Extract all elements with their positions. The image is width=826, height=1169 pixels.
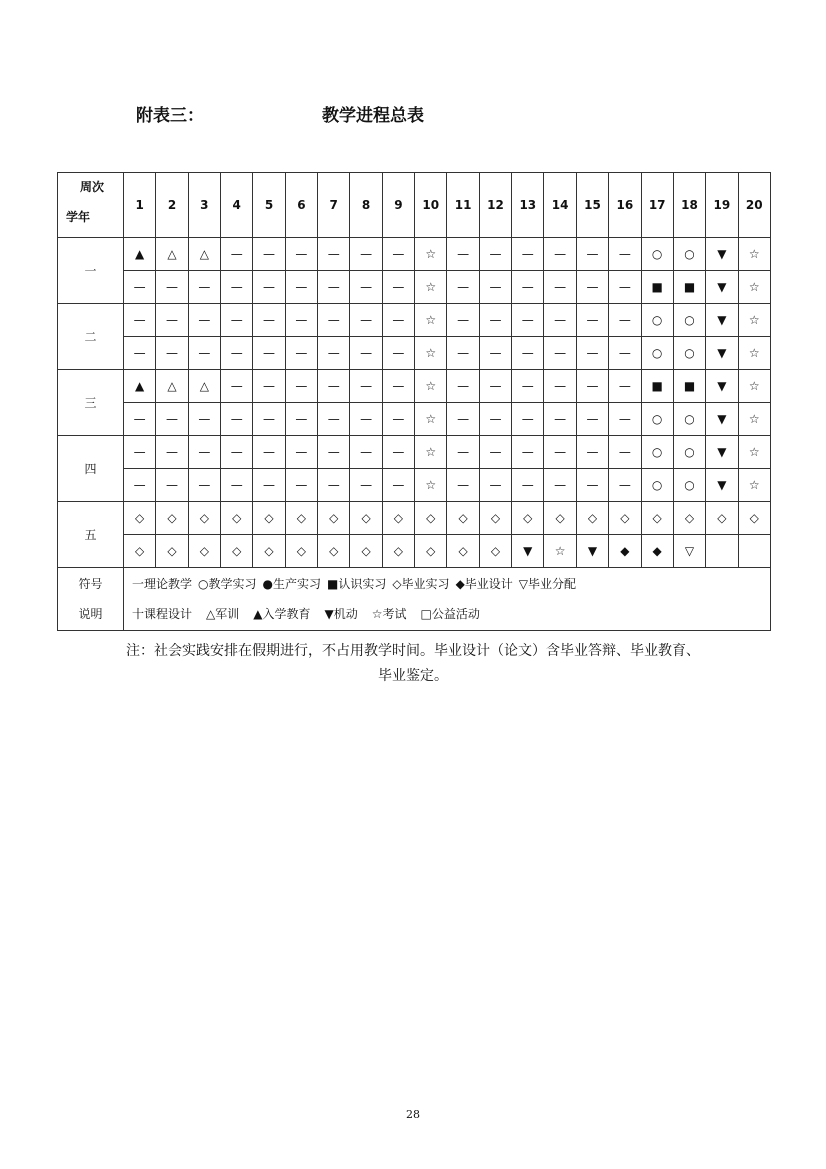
schedule-cell: ◇	[673, 502, 705, 535]
schedule-cell: —	[382, 304, 414, 337]
schedule-cell: —	[512, 469, 544, 502]
schedule-cell: —	[156, 469, 188, 502]
schedule-cell: —	[350, 370, 382, 403]
schedule-cell: ▼	[706, 436, 738, 469]
schedule-cell: ☆	[415, 337, 447, 370]
schedule-cell: —	[253, 304, 285, 337]
schedule-cell: —	[188, 436, 220, 469]
footnote-line-1: 注：社会实践安排在假期进行，不占用教学时间。毕业设计（论文）含毕业答辩、毕业教育、	[126, 643, 700, 659]
schedule-cell: —	[350, 469, 382, 502]
schedule-cell: ◇	[188, 535, 220, 568]
schedule-cell: ○	[641, 436, 673, 469]
schedule-cell: —	[350, 436, 382, 469]
schedule-cell: △	[156, 238, 188, 271]
schedule-cell: —	[253, 238, 285, 271]
year-label-cell: 二	[58, 304, 124, 370]
schedule-cell: △	[156, 370, 188, 403]
schedule-cell: —	[253, 370, 285, 403]
schedule-cell: △	[188, 238, 220, 271]
schedule-cell	[738, 535, 770, 568]
legend-item: ▼机动	[324, 607, 358, 621]
schedule-cell: —	[221, 469, 253, 502]
schedule-cell: ◇	[447, 502, 479, 535]
schedule-cell: ◇	[124, 502, 156, 535]
schedule-cell: —	[188, 403, 220, 436]
schedule-cell: ◇	[738, 502, 770, 535]
schedule-cell: ○	[641, 403, 673, 436]
year-header-label: 学年	[66, 210, 91, 224]
schedule-cell: —	[609, 436, 641, 469]
week-header-cell: 12	[479, 173, 511, 238]
schedule-cell: —	[512, 271, 544, 304]
schedule-cell: ▼	[706, 271, 738, 304]
week-header-cell: 16	[609, 173, 641, 238]
schedule-cell: ☆	[544, 535, 576, 568]
schedule-cell: ☆	[415, 469, 447, 502]
schedule-cell: ◇	[350, 502, 382, 535]
schedule-cell: —	[576, 271, 608, 304]
schedule-row	[58, 535, 771, 568]
schedule-cell: —	[479, 403, 511, 436]
week-header-cell: 20	[738, 173, 770, 238]
schedule-cell: ■	[641, 271, 673, 304]
schedule-cell: ▼	[512, 535, 544, 568]
schedule-cell	[706, 535, 738, 568]
week-header-cell: 8	[350, 173, 382, 238]
schedule-cell: —	[576, 403, 608, 436]
schedule-cell: ◇	[609, 502, 641, 535]
schedule-cell: —	[479, 370, 511, 403]
schedule-cell: —	[609, 304, 641, 337]
schedule-cell: ◇	[641, 502, 673, 535]
schedule-cell: —	[156, 337, 188, 370]
schedule-cell: ○	[673, 337, 705, 370]
schedule-cell: —	[350, 403, 382, 436]
schedule-cell: —	[221, 337, 253, 370]
schedule-cell: ▲	[124, 370, 156, 403]
schedule-cell: —	[188, 271, 220, 304]
schedule-cell: —	[512, 304, 544, 337]
schedule-cell: —	[156, 271, 188, 304]
schedule-cell: —	[447, 304, 479, 337]
teaching-schedule-table	[57, 172, 771, 631]
schedule-cell: ☆	[415, 436, 447, 469]
schedule-cell: —	[544, 238, 576, 271]
schedule-cell: ☆	[415, 271, 447, 304]
schedule-cell: ◇	[350, 535, 382, 568]
week-header-cell: 18	[673, 173, 705, 238]
week-header-cell: 4	[221, 173, 253, 238]
schedule-cell: ▼	[706, 238, 738, 271]
schedule-cell: ◇	[124, 535, 156, 568]
schedule-cell: —	[285, 403, 317, 436]
schedule-cell: —	[318, 469, 350, 502]
appendix-label: 附表三：	[136, 106, 204, 126]
schedule-cell: —	[124, 403, 156, 436]
schedule-cell: ◇	[221, 502, 253, 535]
schedule-cell: —	[609, 469, 641, 502]
legend-line-2	[132, 599, 770, 629]
legend-item: △军训	[206, 607, 240, 621]
schedule-cell: ◇	[512, 502, 544, 535]
week-header-label: 周次	[80, 180, 105, 194]
schedule-cell: —	[156, 436, 188, 469]
corner-header-cell	[58, 173, 124, 238]
schedule-cell: ■	[641, 370, 673, 403]
legend-line-1	[132, 569, 770, 599]
schedule-cell: ☆	[738, 469, 770, 502]
schedule-cell: ◇	[221, 535, 253, 568]
legend-item: ☆考试	[371, 607, 407, 621]
week-header-cell: 9	[382, 173, 414, 238]
schedule-cell: —	[576, 469, 608, 502]
schedule-cell: ○	[641, 469, 673, 502]
schedule-row	[58, 271, 771, 304]
schedule-cell: —	[544, 337, 576, 370]
schedule-cell: —	[253, 436, 285, 469]
schedule-cell: ◇	[415, 535, 447, 568]
schedule-row	[58, 469, 771, 502]
schedule-cell: ◆	[609, 535, 641, 568]
schedule-cell: ☆	[738, 370, 770, 403]
schedule-cell: —	[188, 337, 220, 370]
schedule-cell: ○	[641, 304, 673, 337]
schedule-cell: —	[318, 403, 350, 436]
schedule-cell: ◇	[479, 535, 511, 568]
schedule-cell: ◇	[156, 535, 188, 568]
schedule-cell: —	[576, 304, 608, 337]
week-header-cell: 1	[124, 173, 156, 238]
schedule-cell: ■	[673, 271, 705, 304]
schedule-cell: —	[447, 238, 479, 271]
week-header-cell: 11	[447, 173, 479, 238]
schedule-cell: —	[609, 271, 641, 304]
schedule-cell: ▼	[706, 337, 738, 370]
schedule-cell: ○	[673, 436, 705, 469]
week-header-cell: 13	[512, 173, 544, 238]
schedule-cell: —	[447, 403, 479, 436]
schedule-cell: —	[382, 469, 414, 502]
schedule-cell: ☆	[415, 370, 447, 403]
week-header-cell: 15	[576, 173, 608, 238]
schedule-cell: —	[512, 370, 544, 403]
footnote-line-2: 毕业鉴定。	[378, 668, 448, 684]
schedule-cell: ◇	[576, 502, 608, 535]
legend-label-symbol: 符号	[78, 577, 103, 591]
week-header-cell: 17	[641, 173, 673, 238]
schedule-row	[58, 337, 771, 370]
legend-item: □公益活动	[420, 607, 480, 621]
schedule-cell: —	[576, 337, 608, 370]
schedule-cell: ○	[641, 337, 673, 370]
schedule-cell: ◇	[318, 535, 350, 568]
schedule-cell: —	[188, 469, 220, 502]
schedule-cell: ☆	[415, 403, 447, 436]
schedule-cell: —	[544, 436, 576, 469]
schedule-cell: ◇	[253, 502, 285, 535]
week-header-cell: 5	[253, 173, 285, 238]
schedule-cell: —	[350, 337, 382, 370]
schedule-cell: ☆	[738, 403, 770, 436]
schedule-cell: —	[479, 238, 511, 271]
schedule-row	[58, 304, 771, 337]
schedule-cell: ○	[673, 403, 705, 436]
header-row	[58, 173, 771, 238]
schedule-cell: ▼	[706, 370, 738, 403]
schedule-cell: —	[124, 436, 156, 469]
schedule-cell: —	[479, 436, 511, 469]
schedule-cell: —	[253, 337, 285, 370]
schedule-cell: —	[382, 370, 414, 403]
schedule-cell: —	[188, 304, 220, 337]
schedule-cell: —	[221, 370, 253, 403]
schedule-cell: —	[124, 271, 156, 304]
schedule-cell: ◇	[285, 502, 317, 535]
legend-item: ■认识实习	[326, 577, 387, 591]
schedule-cell: —	[382, 337, 414, 370]
schedule-cell: ☆	[738, 238, 770, 271]
schedule-cell: —	[479, 469, 511, 502]
schedule-cell: ◇	[318, 502, 350, 535]
schedule-cell: —	[285, 436, 317, 469]
schedule-cell: —	[318, 436, 350, 469]
legend-item: ◇毕业实习	[392, 577, 450, 591]
schedule-cell: ▼	[706, 403, 738, 436]
schedule-cell: —	[318, 304, 350, 337]
week-header-cell: 7	[318, 173, 350, 238]
year-label-cell: 一	[58, 238, 124, 304]
schedule-row	[58, 370, 771, 403]
schedule-cell: ▲	[124, 238, 156, 271]
schedule-cell: —	[544, 469, 576, 502]
schedule-cell: —	[350, 271, 382, 304]
week-header-cell: 14	[544, 173, 576, 238]
schedule-cell: —	[447, 469, 479, 502]
schedule-cell: ☆	[738, 436, 770, 469]
schedule-cell: —	[576, 370, 608, 403]
schedule-cell: —	[544, 403, 576, 436]
schedule-cell: —	[350, 304, 382, 337]
schedule-cell: —	[382, 238, 414, 271]
legend-item: ▲入学教育	[253, 607, 311, 621]
schedule-cell: —	[318, 238, 350, 271]
schedule-cell: —	[512, 238, 544, 271]
schedule-cell: —	[512, 337, 544, 370]
schedule-cell: —	[253, 271, 285, 304]
schedule-cell: —	[447, 271, 479, 304]
legend-item: ○教学实习	[198, 577, 257, 591]
schedule-cell: ◇	[285, 535, 317, 568]
schedule-cell: —	[124, 304, 156, 337]
schedule-cell: ◇	[706, 502, 738, 535]
schedule-cell: —	[221, 238, 253, 271]
schedule-cell: —	[221, 436, 253, 469]
schedule-cell: —	[124, 337, 156, 370]
schedule-cell: ○	[641, 238, 673, 271]
schedule-cell: ◇	[188, 502, 220, 535]
year-label-cell: 四	[58, 436, 124, 502]
legend-item: 十课程设计	[132, 607, 193, 621]
schedule-cell: —	[156, 403, 188, 436]
year-label-cell: 三	[58, 370, 124, 436]
schedule-cell: —	[285, 238, 317, 271]
schedule-cell: ☆	[738, 304, 770, 337]
schedule-cell: ◇	[479, 502, 511, 535]
schedule-cell: ◇	[447, 535, 479, 568]
schedule-cell: ▼	[706, 469, 738, 502]
schedule-cell: —	[124, 469, 156, 502]
schedule-cell: —	[512, 403, 544, 436]
legend-label-explanation: 说明	[78, 607, 103, 621]
schedule-cell: —	[221, 403, 253, 436]
schedule-cell: —	[285, 304, 317, 337]
schedule-cell: ◇	[415, 502, 447, 535]
schedule-cell: —	[253, 403, 285, 436]
schedule-cell: —	[576, 436, 608, 469]
schedule-cell: ○	[673, 238, 705, 271]
schedule-cell: —	[479, 337, 511, 370]
schedule-cell: —	[285, 337, 317, 370]
schedule-cell: —	[382, 403, 414, 436]
schedule-cell: —	[221, 271, 253, 304]
schedule-cell: ▼	[706, 304, 738, 337]
schedule-row	[58, 436, 771, 469]
schedule-cell: ◇	[156, 502, 188, 535]
schedule-cell: ○	[673, 304, 705, 337]
legend-label-cell	[58, 568, 124, 631]
schedule-cell: —	[479, 304, 511, 337]
schedule-cell: ◇	[382, 502, 414, 535]
legend-item: ●生产实习	[262, 577, 321, 591]
schedule-cell: —	[382, 271, 414, 304]
legend-row	[58, 568, 771, 631]
schedule-cell: ■	[673, 370, 705, 403]
schedule-cell: —	[285, 469, 317, 502]
schedule-cell: ▼	[576, 535, 608, 568]
schedule-cell: —	[318, 337, 350, 370]
schedule-cell: —	[609, 370, 641, 403]
schedule-cell: —	[544, 304, 576, 337]
schedule-cell: —	[221, 304, 253, 337]
schedule-cell: ☆	[738, 337, 770, 370]
schedule-cell: —	[512, 436, 544, 469]
schedule-cell: —	[447, 436, 479, 469]
year-label-cell: 五	[58, 502, 124, 568]
schedule-row	[58, 403, 771, 436]
schedule-cell: —	[544, 271, 576, 304]
schedule-cell: ◆	[641, 535, 673, 568]
schedule-cell: ◇	[253, 535, 285, 568]
schedule-cell: ▽	[673, 535, 705, 568]
schedule-row	[58, 502, 771, 535]
legend-content-cell	[124, 568, 771, 631]
schedule-cell: —	[609, 238, 641, 271]
schedule-cell: ☆	[415, 304, 447, 337]
schedule-cell: ◇	[382, 535, 414, 568]
schedule-row	[58, 238, 771, 271]
week-header-cell: 10	[415, 173, 447, 238]
schedule-cell: △	[188, 370, 220, 403]
schedule-cell: —	[609, 337, 641, 370]
schedule-cell: —	[609, 403, 641, 436]
schedule-cell: —	[447, 370, 479, 403]
week-header-cell: 6	[285, 173, 317, 238]
schedule-cell: ○	[673, 469, 705, 502]
week-header-cell: 19	[706, 173, 738, 238]
schedule-cell: —	[544, 370, 576, 403]
schedule-cell: —	[576, 238, 608, 271]
page-number: 28	[406, 1108, 420, 1121]
schedule-cell: —	[447, 337, 479, 370]
legend-item: 一理论教学	[132, 577, 193, 591]
week-header-cell: 3	[188, 173, 220, 238]
schedule-cell: —	[156, 304, 188, 337]
legend-item: ◆毕业设计	[455, 577, 513, 591]
schedule-cell: ☆	[738, 271, 770, 304]
schedule-cell: —	[479, 271, 511, 304]
schedule-cell: —	[253, 469, 285, 502]
schedule-cell: ☆	[415, 238, 447, 271]
schedule-cell: —	[318, 370, 350, 403]
legend-item: ▽毕业分配	[518, 577, 577, 591]
week-header-cell: 2	[156, 173, 188, 238]
schedule-cell: —	[318, 271, 350, 304]
table-title: 教学进程总表	[322, 106, 424, 126]
schedule-cell: —	[382, 436, 414, 469]
schedule-cell: —	[350, 238, 382, 271]
schedule-cell: —	[285, 370, 317, 403]
schedule-cell: ◇	[544, 502, 576, 535]
schedule-cell: —	[285, 271, 317, 304]
